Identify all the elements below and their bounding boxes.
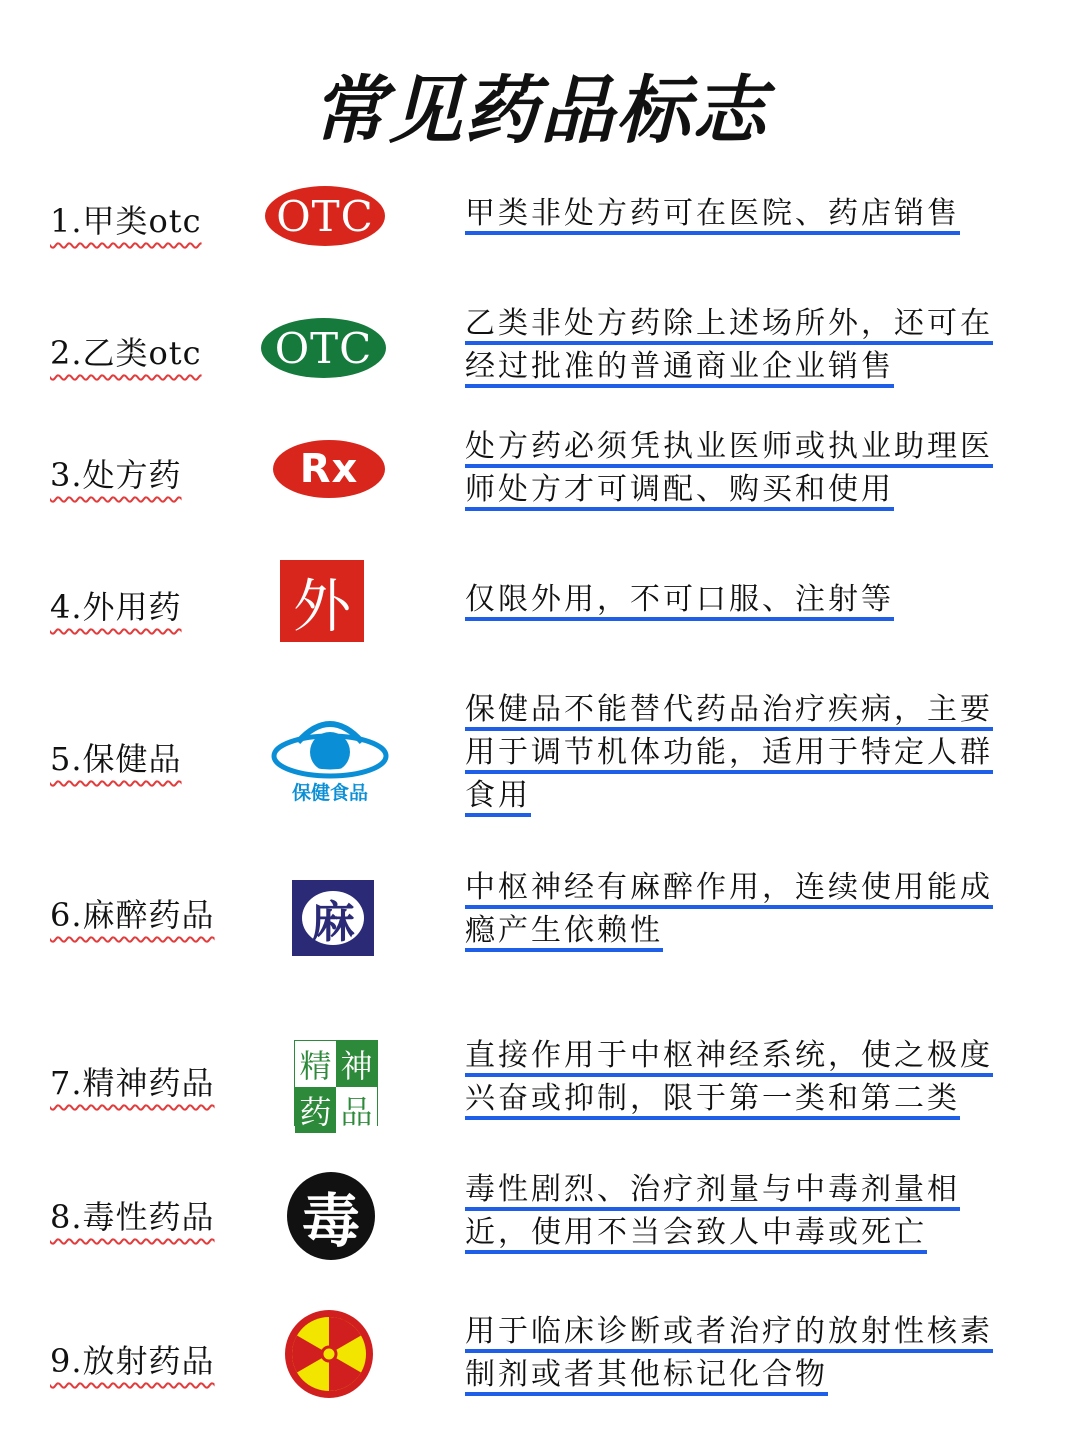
item-desc-9-line-2: 制剂或者其他标记化合物 — [465, 1357, 828, 1396]
psychotropic-icon-char-1: 精 — [295, 1041, 336, 1087]
item-label-7: 7.精神药品 — [50, 1064, 215, 1102]
item-desc-5-line-2: 用于调节机体功能，适用于特定人群 — [465, 735, 993, 774]
item-desc-9-line-1: 用于临床诊断或者治疗的放射性核素 — [465, 1314, 993, 1353]
external-use-icon — [280, 560, 364, 642]
psychotropic-icon-char-2: 神 — [336, 1041, 377, 1087]
item-label-4: 4.外用药 — [50, 588, 182, 626]
radioactive-icon-graphic — [283, 1308, 375, 1400]
item-desc-1-line-1: 甲类非处方药可在医院、药店销售 — [465, 196, 960, 235]
otc-red-icon — [265, 186, 385, 246]
item-desc-1 — [465, 192, 1040, 235]
item-label-5: 5.保健品 — [50, 740, 182, 778]
narcotic-icon-inner — [302, 891, 364, 948]
health-food-icon — [268, 712, 392, 802]
toxic-icon — [287, 1172, 375, 1260]
narcotic-icon-text: 麻 — [311, 897, 355, 948]
item-desc-9 — [465, 1310, 1040, 1396]
item-desc-6-line-2: 瘾产生依赖性 — [465, 913, 663, 952]
otc-green-icon — [261, 318, 386, 378]
psychotropic-icon-char-4: 品 — [336, 1087, 377, 1133]
item-label-6: 6.麻醉药品 — [50, 896, 215, 934]
item-desc-3-line-1: 处方药必须凭执业医师或执业助理医 — [465, 429, 993, 468]
psychotropic-icon — [294, 1040, 378, 1131]
item-label-9: 9.放射药品 — [50, 1342, 215, 1380]
item-desc-5 — [465, 688, 1040, 817]
item-desc-8 — [465, 1168, 1040, 1254]
radioactive-icon — [283, 1308, 375, 1400]
item-label-8: 8.毒性药品 — [50, 1198, 215, 1236]
item-desc-6-line-1: 中枢神经有麻醉作用，连续使用能成 — [465, 870, 993, 909]
narcotic-icon — [292, 880, 374, 956]
item-desc-2 — [465, 302, 1040, 388]
item-desc-2-line-1: 乙类非处方药除上述场所外，还可在 — [465, 306, 993, 345]
item-desc-8-line-1: 毒性剧烈、治疗剂量与中毒剂量相 — [465, 1172, 960, 1211]
item-desc-8-line-2: 近，使用不当会致人中毒或死亡 — [465, 1215, 927, 1254]
item-desc-3-line-2: 师处方才可调配、购买和使用 — [465, 472, 894, 511]
item-desc-4-line-1: 仅限外用，不可口服、注射等 — [465, 582, 894, 621]
external-use-icon-text: 外 — [292, 572, 351, 640]
item-desc-6 — [465, 866, 1040, 952]
rx-icon — [273, 440, 385, 498]
health-food-icon-text: 保健食品 — [291, 782, 368, 804]
otc-red-icon-text: OTC — [276, 191, 374, 241]
item-desc-5-line-1: 保健品不能替代药品治疗疾病，主要 — [465, 692, 993, 731]
rx-icon-text: Rx — [299, 446, 359, 492]
psychotropic-icon-char-3: 药 — [295, 1087, 336, 1133]
toxic-icon-text: 毒 — [301, 1187, 360, 1255]
item-desc-3 — [465, 425, 1040, 511]
health-food-icon-graphic — [268, 712, 392, 782]
item-label-2: 2.乙类otc — [50, 334, 202, 372]
item-desc-7-line-2: 兴奋或抑制，限于第一类和第二类 — [465, 1081, 960, 1120]
otc-green-icon-text: OTC — [274, 323, 373, 373]
item-desc-2-line-2: 经过批准的普通商业企业销售 — [465, 349, 894, 388]
item-desc-7-line-1: 直接作用于中枢神经系统，使之极度 — [465, 1038, 993, 1077]
item-label-1: 1.甲类otc — [50, 202, 202, 240]
item-desc-7 — [465, 1034, 1040, 1120]
page-title: 常见药品标志 — [312, 68, 768, 154]
item-desc-5-line-3: 食用 — [465, 778, 531, 817]
item-label-3: 3.处方药 — [50, 456, 182, 494]
item-desc-4 — [465, 578, 1040, 621]
